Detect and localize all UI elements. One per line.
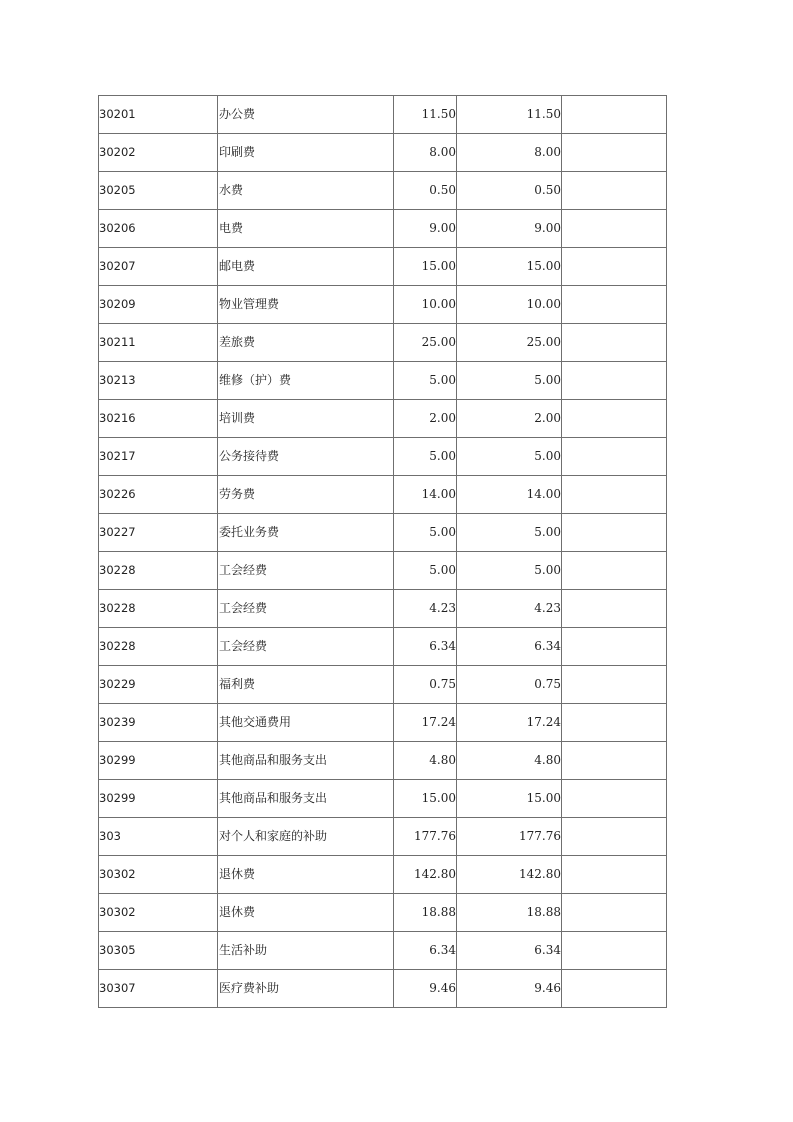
empty-cell xyxy=(562,286,667,324)
account-code-cell-text: 30299 xyxy=(99,752,136,767)
account-code-cell-text: 30205 xyxy=(99,182,136,197)
account-name-cell-text: 培训费 xyxy=(219,410,256,425)
amount-cell xyxy=(394,666,457,704)
empty-cell xyxy=(562,362,667,400)
amount-cell-text: 15.00 xyxy=(421,258,456,273)
account-code-cell-text: 30227 xyxy=(99,524,136,539)
empty-cell xyxy=(562,818,667,856)
amount-cell xyxy=(394,514,457,552)
account-code-cell-text: 30216 xyxy=(99,410,136,425)
table-row xyxy=(99,780,667,818)
amount-basic-cell-text: 11.50 xyxy=(526,106,561,121)
account-name-cell xyxy=(218,970,394,1008)
amount-basic-cell xyxy=(457,780,562,818)
table-row xyxy=(99,552,667,590)
account-code-cell xyxy=(99,552,218,590)
empty-cell xyxy=(562,970,667,1008)
account-code-cell xyxy=(99,96,218,134)
table-row xyxy=(99,210,667,248)
amount-basic-cell-text: 15.00 xyxy=(526,790,561,805)
account-code-cell xyxy=(99,248,218,286)
account-code-cell-text: 30305 xyxy=(99,942,136,957)
account-code-cell-text: 30302 xyxy=(99,866,136,881)
account-name-cell xyxy=(218,96,394,134)
account-name-cell xyxy=(218,248,394,286)
account-name-cell-text: 对个人和家庭的补助 xyxy=(219,828,328,843)
amount-cell xyxy=(394,590,457,628)
account-name-cell xyxy=(218,666,394,704)
empty-cell xyxy=(562,704,667,742)
account-code-cell xyxy=(99,856,218,894)
amount-cell-text: 0.75 xyxy=(429,676,456,691)
amount-basic-cell xyxy=(457,970,562,1008)
amount-cell xyxy=(394,248,457,286)
table-row xyxy=(99,742,667,780)
amount-cell xyxy=(394,970,457,1008)
account-name-cell-text: 福利费 xyxy=(219,676,256,691)
empty-cell xyxy=(562,476,667,514)
account-name-cell xyxy=(218,400,394,438)
amount-basic-cell-text: 14.00 xyxy=(526,486,561,501)
empty-cell xyxy=(562,96,667,134)
amount-basic-cell xyxy=(457,818,562,856)
account-name-cell xyxy=(218,210,394,248)
table-row xyxy=(99,970,667,1008)
account-code-cell-text: 30302 xyxy=(99,904,136,919)
account-code-cell xyxy=(99,818,218,856)
account-name-cell-text: 劳务费 xyxy=(219,486,256,501)
amount-basic-cell xyxy=(457,856,562,894)
account-name-cell xyxy=(218,742,394,780)
amount-basic-cell xyxy=(457,628,562,666)
amount-cell-text: 6.34 xyxy=(429,942,456,957)
amount-cell-text: 177.76 xyxy=(414,828,456,843)
amount-basic-cell-text: 8.00 xyxy=(534,144,561,159)
account-name-cell-text: 工会经费 xyxy=(219,638,268,653)
account-code-cell-text: 30228 xyxy=(99,638,136,653)
account-code-cell-text: 30299 xyxy=(99,790,136,805)
amount-cell xyxy=(394,210,457,248)
amount-cell xyxy=(394,742,457,780)
expenditure-table-body xyxy=(99,96,667,1008)
amount-cell-text: 8.00 xyxy=(429,144,456,159)
table-row xyxy=(99,514,667,552)
table-row xyxy=(99,286,667,324)
account-code-cell xyxy=(99,476,218,514)
account-code-cell xyxy=(99,324,218,362)
empty-cell xyxy=(562,628,667,666)
amount-cell xyxy=(394,172,457,210)
amount-basic-cell-text: 10.00 xyxy=(526,296,561,311)
table-row xyxy=(99,818,667,856)
account-name-cell xyxy=(218,780,394,818)
empty-cell xyxy=(562,552,667,590)
account-code-cell xyxy=(99,780,218,818)
amount-cell-text: 25.00 xyxy=(421,334,456,349)
empty-cell xyxy=(562,894,667,932)
account-name-cell-text: 差旅费 xyxy=(219,334,256,349)
amount-cell xyxy=(394,894,457,932)
amount-cell xyxy=(394,932,457,970)
account-name-cell-text: 生活补助 xyxy=(219,942,268,957)
amount-cell xyxy=(394,856,457,894)
amount-basic-cell-text: 17.24 xyxy=(526,714,561,729)
empty-cell xyxy=(562,856,667,894)
table-row xyxy=(99,248,667,286)
account-code-cell-text: 30228 xyxy=(99,600,136,615)
empty-cell xyxy=(562,742,667,780)
empty-cell xyxy=(562,666,667,704)
amount-basic-cell xyxy=(457,134,562,172)
account-name-cell-text: 其他交通费用 xyxy=(219,714,292,729)
amount-basic-cell-text: 6.34 xyxy=(534,942,561,957)
amount-basic-cell xyxy=(457,742,562,780)
account-code-cell xyxy=(99,894,218,932)
amount-cell xyxy=(394,286,457,324)
amount-cell-text: 5.00 xyxy=(429,524,456,539)
amount-basic-cell-text: 4.80 xyxy=(534,752,561,767)
table-row xyxy=(99,704,667,742)
account-name-cell xyxy=(218,134,394,172)
amount-cell-text: 18.88 xyxy=(421,904,456,919)
account-code-cell-text: 303 xyxy=(99,828,121,843)
amount-cell-text: 11.50 xyxy=(421,106,456,121)
account-name-cell xyxy=(218,324,394,362)
table-row xyxy=(99,134,667,172)
account-name-cell-text: 工会经费 xyxy=(219,562,268,577)
amount-cell-text: 10.00 xyxy=(421,296,456,311)
amount-cell xyxy=(394,552,457,590)
account-code-cell-text: 30228 xyxy=(99,562,136,577)
table-row xyxy=(99,932,667,970)
account-name-cell xyxy=(218,172,394,210)
amount-basic-cell-text: 5.00 xyxy=(534,372,561,387)
amount-cell-text: 17.24 xyxy=(421,714,456,729)
amount-cell xyxy=(394,134,457,172)
empty-cell xyxy=(562,324,667,362)
account-code-cell-text: 30202 xyxy=(99,144,136,159)
amount-basic-cell xyxy=(457,514,562,552)
account-name-cell xyxy=(218,932,394,970)
account-name-cell-text: 物业管理费 xyxy=(219,296,280,311)
account-name-cell xyxy=(218,856,394,894)
account-code-cell xyxy=(99,134,218,172)
amount-basic-cell xyxy=(457,666,562,704)
table-row xyxy=(99,666,667,704)
empty-cell xyxy=(562,932,667,970)
empty-cell xyxy=(562,514,667,552)
account-name-cell xyxy=(218,894,394,932)
account-code-cell-text: 30226 xyxy=(99,486,136,501)
account-name-cell-text: 邮电费 xyxy=(219,258,256,273)
amount-basic-cell-text: 9.00 xyxy=(534,220,561,235)
account-name-cell xyxy=(218,818,394,856)
account-name-cell-text: 工会经费 xyxy=(219,600,268,615)
amount-cell-text: 142.80 xyxy=(414,866,456,881)
amount-cell-text: 14.00 xyxy=(421,486,456,501)
account-name-cell-text: 水费 xyxy=(219,182,244,197)
amount-cell xyxy=(394,476,457,514)
amount-basic-cell xyxy=(457,172,562,210)
account-code-cell-text: 30207 xyxy=(99,258,136,273)
expenditure-table xyxy=(98,95,667,1008)
account-name-cell-text: 退休费 xyxy=(219,904,256,919)
empty-cell xyxy=(562,248,667,286)
table-row xyxy=(99,476,667,514)
amount-basic-cell xyxy=(457,932,562,970)
empty-cell xyxy=(562,590,667,628)
account-code-cell xyxy=(99,210,218,248)
table-row xyxy=(99,172,667,210)
account-code-cell xyxy=(99,400,218,438)
account-name-cell-text: 退休费 xyxy=(219,866,256,881)
amount-cell-text: 4.80 xyxy=(429,752,456,767)
amount-basic-cell xyxy=(457,362,562,400)
account-code-cell xyxy=(99,666,218,704)
account-name-cell xyxy=(218,704,394,742)
amount-basic-cell-text: 6.34 xyxy=(534,638,561,653)
account-code-cell-text: 30209 xyxy=(99,296,136,311)
empty-cell xyxy=(562,210,667,248)
amount-basic-cell xyxy=(457,704,562,742)
amount-cell xyxy=(394,704,457,742)
account-code-cell xyxy=(99,362,218,400)
amount-cell-text: 5.00 xyxy=(429,372,456,387)
empty-cell xyxy=(562,400,667,438)
amount-basic-cell xyxy=(457,96,562,134)
account-code-cell-text: 30201 xyxy=(99,106,136,121)
table-row xyxy=(99,856,667,894)
account-name-cell-text: 其他商品和服务支出 xyxy=(219,752,328,767)
amount-basic-cell-text: 2.00 xyxy=(534,410,561,425)
account-code-cell-text: 30206 xyxy=(99,220,136,235)
account-name-cell xyxy=(218,286,394,324)
amount-basic-cell xyxy=(457,552,562,590)
amount-basic-cell xyxy=(457,286,562,324)
table-row xyxy=(99,400,667,438)
amount-basic-cell-text: 177.76 xyxy=(519,828,561,843)
account-code-cell-text: 30213 xyxy=(99,372,136,387)
amount-cell-text: 5.00 xyxy=(429,448,456,463)
account-code-cell-text: 30217 xyxy=(99,448,136,463)
amount-basic-cell xyxy=(457,590,562,628)
account-name-cell xyxy=(218,438,394,476)
amount-basic-cell xyxy=(457,400,562,438)
account-code-cell xyxy=(99,932,218,970)
table-row xyxy=(99,324,667,362)
amount-cell xyxy=(394,818,457,856)
amount-cell xyxy=(394,96,457,134)
amount-basic-cell-text: 15.00 xyxy=(526,258,561,273)
table-row xyxy=(99,362,667,400)
table-row xyxy=(99,438,667,476)
empty-cell xyxy=(562,172,667,210)
amount-basic-cell-text: 18.88 xyxy=(526,904,561,919)
table-row xyxy=(99,894,667,932)
account-name-cell xyxy=(218,362,394,400)
account-code-cell-text: 30229 xyxy=(99,676,136,691)
amount-cell-text: 15.00 xyxy=(421,790,456,805)
amount-cell-text: 9.46 xyxy=(429,980,456,995)
account-code-cell xyxy=(99,628,218,666)
account-name-cell-text: 维修（护）费 xyxy=(219,372,292,387)
amount-cell xyxy=(394,324,457,362)
amount-basic-cell xyxy=(457,894,562,932)
amount-basic-cell-text: 5.00 xyxy=(534,562,561,577)
amount-cell xyxy=(394,780,457,818)
amount-basic-cell xyxy=(457,476,562,514)
account-code-cell xyxy=(99,438,218,476)
account-name-cell-text: 电费 xyxy=(219,220,244,235)
account-code-cell-text: 30211 xyxy=(99,334,136,349)
amount-cell-text: 0.50 xyxy=(429,182,456,197)
account-name-cell-text: 公务接待费 xyxy=(219,448,280,463)
account-code-cell xyxy=(99,970,218,1008)
account-code-cell xyxy=(99,742,218,780)
account-code-cell xyxy=(99,172,218,210)
account-name-cell-text: 印刷费 xyxy=(219,144,256,159)
amount-cell-text: 4.23 xyxy=(429,600,456,615)
table-row xyxy=(99,590,667,628)
amount-cell xyxy=(394,400,457,438)
amount-basic-cell-text: 5.00 xyxy=(534,524,561,539)
amount-cell-text: 6.34 xyxy=(429,638,456,653)
amount-cell-text: 5.00 xyxy=(429,562,456,577)
account-name-cell-text: 其他商品和服务支出 xyxy=(219,790,328,805)
table-row xyxy=(99,628,667,666)
account-name-cell-text: 委托业务费 xyxy=(219,524,280,539)
account-name-cell-text: 办公费 xyxy=(219,106,256,121)
empty-cell xyxy=(562,780,667,818)
account-name-cell xyxy=(218,628,394,666)
account-code-cell xyxy=(99,704,218,742)
amount-basic-cell-text: 25.00 xyxy=(526,334,561,349)
amount-basic-cell-text: 0.75 xyxy=(534,676,561,691)
empty-cell xyxy=(562,134,667,172)
amount-cell xyxy=(394,362,457,400)
amount-cell xyxy=(394,438,457,476)
account-name-cell xyxy=(218,552,394,590)
account-name-cell xyxy=(218,590,394,628)
amount-cell-text: 9.00 xyxy=(429,220,456,235)
amount-cell xyxy=(394,628,457,666)
amount-basic-cell-text: 0.50 xyxy=(534,182,561,197)
amount-cell-text: 2.00 xyxy=(429,410,456,425)
table-row xyxy=(99,96,667,134)
account-name-cell-text: 医疗费补助 xyxy=(219,980,280,995)
amount-basic-cell xyxy=(457,210,562,248)
account-name-cell xyxy=(218,514,394,552)
account-name-cell xyxy=(218,476,394,514)
amount-basic-cell-text: 142.80 xyxy=(519,866,561,881)
amount-basic-cell xyxy=(457,438,562,476)
account-code-cell-text: 30307 xyxy=(99,980,136,995)
account-code-cell xyxy=(99,286,218,324)
empty-cell xyxy=(562,438,667,476)
amount-basic-cell xyxy=(457,248,562,286)
amount-basic-cell-text: 4.23 xyxy=(534,600,561,615)
amount-basic-cell xyxy=(457,324,562,362)
account-code-cell-text: 30239 xyxy=(99,714,136,729)
amount-basic-cell-text: 9.46 xyxy=(534,980,561,995)
account-code-cell xyxy=(99,514,218,552)
account-code-cell xyxy=(99,590,218,628)
amount-basic-cell-text: 5.00 xyxy=(534,448,561,463)
